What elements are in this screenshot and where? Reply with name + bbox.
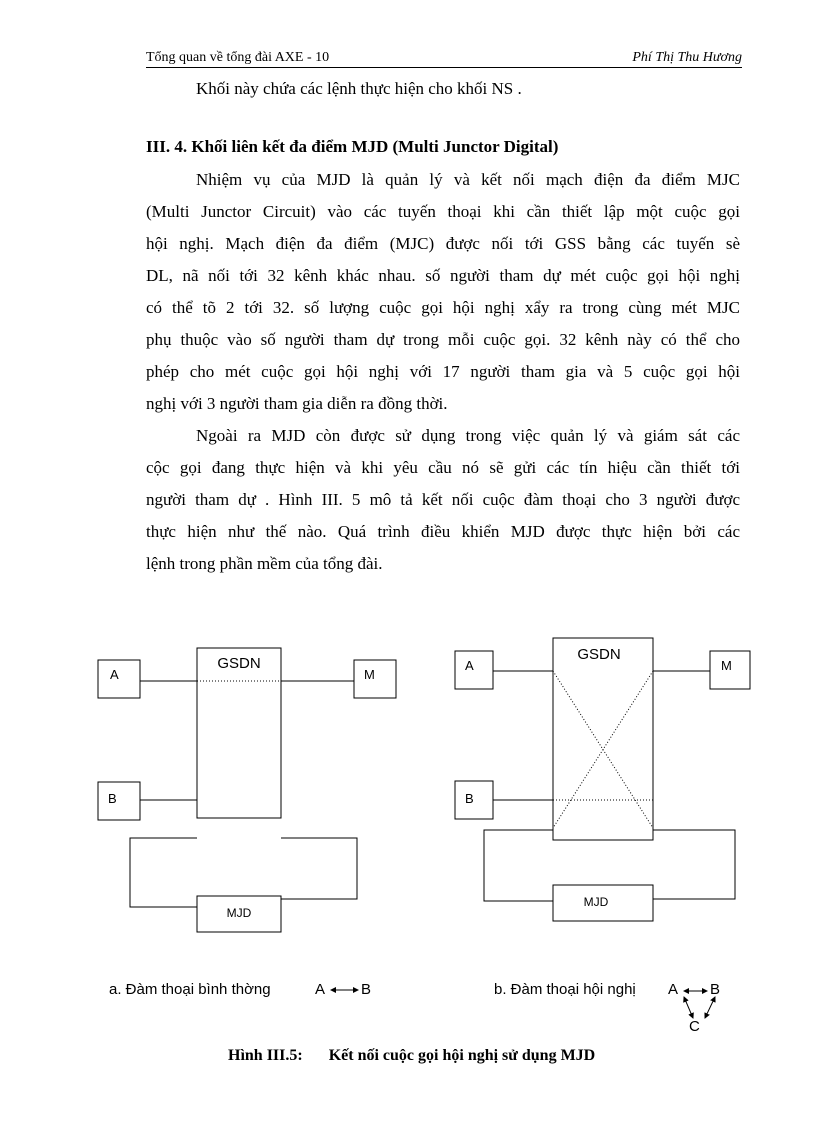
caption-b-text: b. Đàm thoại hội nghị <box>494 981 636 998</box>
caption-a-text: a. Đàm thoại bình thờng <box>109 981 271 998</box>
m-label: M <box>364 667 375 682</box>
gsdn-switch-box <box>553 638 653 840</box>
figure-number: Hình III.5: <box>228 1047 303 1064</box>
subscriber-a-label: A <box>110 667 119 682</box>
triangle-arrow-ac <box>684 997 693 1018</box>
mjd-label: MJD <box>226 906 252 920</box>
paragraph2-line: người tham dự . Hình III. 5 mô tả kết nối cuộc đàm thoại cho 3 người được <box>146 490 740 509</box>
figure-title-text: Kết nối cuộc gọi hội nghị sử dụng MJD <box>328 1047 596 1064</box>
figure-title <box>228 1046 595 1066</box>
paragraph1-line: Nhiệm vụ của MJD là quản lý và kết nối mạch điện đa điểm MJC <box>196 170 740 189</box>
paragraph1-line: nghị với 3 người tham gia diễn ra đồng thời. <box>146 394 448 413</box>
paragraph1-line: hội nghị. Mạch điện đa điểm (MJC) được nối tới GSS bằng các tuyến sè <box>146 234 740 253</box>
mjd-loop-right <box>653 830 735 899</box>
paragraph2-line: thực hiện như thế nào. Quá trình điều khiển MJD được thực hiện bởi các <box>146 522 740 541</box>
m-label: M <box>721 658 732 673</box>
section-heading: III. 4. Khối liên kết đa điểm MJD (Multi Junctor Digital) <box>146 137 559 156</box>
paragraph1-line: có thể tõ 2 tới 32. số lượng cuộc gọi hội nghị xẩy ra trong cùng mét MJC <box>146 298 740 317</box>
subscriber-a-box <box>98 660 140 698</box>
caption-b-label-a: A <box>668 981 679 998</box>
caption-b-c-label: C <box>689 1018 700 1035</box>
paragraph2-line: cộc gọi đang thực hiện và khi yêu cầu nó sẽ gửi các tín hiệu cần thiết tới <box>146 458 740 477</box>
gsdn-label: GSDN <box>217 655 261 672</box>
subscriber-a-box <box>455 651 493 689</box>
caption-a-label-b: B <box>361 981 372 998</box>
subscriber-b-label: B <box>108 791 117 806</box>
paragraph2-line: Ngoài ra MJD còn được sử dụng trong việc quản lý và giám sát các <box>196 426 740 445</box>
paragraph2-line: lệnh trong phần mềm của tổng đài. <box>146 554 383 573</box>
mjd-loop-right <box>281 838 357 899</box>
paragraph1-line: (Multi Junctor Circuit) vào các tuyến thoại khi cần thiết lập một cuộc gọi <box>146 202 740 221</box>
caption-a-label-a: A <box>315 981 326 998</box>
gsdn-label: GSDN <box>577 646 621 663</box>
subscriber-b-label: B <box>465 791 474 806</box>
diagram-a <box>98 648 396 990</box>
gsdn-switch-box <box>197 648 281 818</box>
diagram-b <box>455 638 750 1035</box>
paragraph1-line: phụ thuộc vào số người tham dự trong mỗi cuộc gọi. 32 kênh này có thể cho <box>146 330 740 349</box>
m-box <box>354 660 396 698</box>
header-left: Tổng quan về tổng đài AXE - 10 <box>146 50 330 65</box>
intro-line: Khối này chứa các lệnh thực hiện cho khối NS . <box>196 79 522 98</box>
paragraph1-line: phép cho mét cuộc gọi hội nghị với 17 người tham gia và 5 cuộc gọi hội <box>146 362 740 381</box>
header-right: Phí Thị Thu Hương <box>632 50 742 65</box>
subscriber-a-label: A <box>465 658 474 673</box>
paragraph1-line: DL, nã nối tới 32 kênh khác nhau. số người tham dự mét cuộc gọi hội nghị <box>146 266 740 285</box>
triangle-arrow-bc <box>705 997 715 1018</box>
subscriber-b-box <box>98 782 140 820</box>
mjd-loop-left <box>484 830 553 901</box>
subscriber-b-box <box>455 781 493 819</box>
mjd-label: MJD <box>583 895 609 909</box>
caption-b-label-b: B <box>710 981 721 998</box>
mjd-loop-left <box>130 838 197 907</box>
